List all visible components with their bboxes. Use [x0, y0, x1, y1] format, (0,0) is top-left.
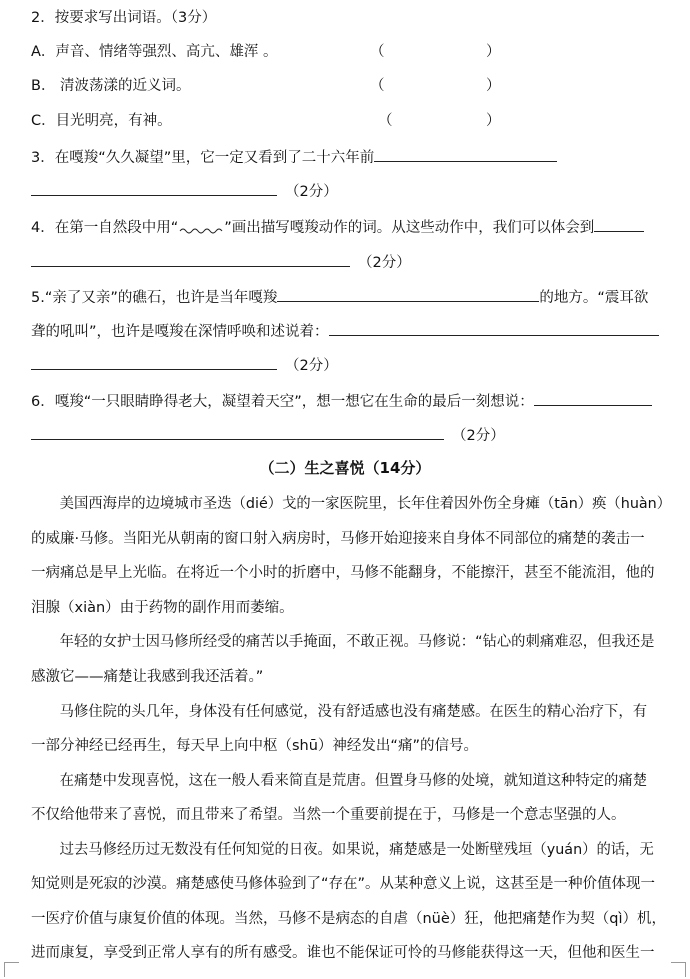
- q5-text-2: 的地方。“震耳欲: [539, 290, 649, 306]
- q2-option-b: B． 清波荡漾的近义词。: [31, 78, 191, 94]
- passage-line: 在痛楚中发现喜悦，这在一般人看来简直是荒唐。但置身马修的处境，就知道这种特定的痛楚: [59, 773, 648, 789]
- q2-b-paren-open: （: [370, 78, 385, 94]
- passage-line: 一部分神经已经再生，每天早上向中枢（shū）神经发出“痛”的信号。: [31, 738, 478, 754]
- wavy-underline-icon: [178, 222, 224, 234]
- page-corner-mark-left: [4, 962, 19, 977]
- q6-answer-blank-2[interactable]: [31, 424, 444, 440]
- q3-answer-blank-1[interactable]: [374, 146, 557, 162]
- q3-score: （2分）: [285, 184, 338, 200]
- q5-answer-blank-2[interactable]: [329, 320, 659, 336]
- q6-line-2: [31, 424, 505, 446]
- q5-text-1: 5.“亲了又亲”的礁石，也许是当年嘎羧: [31, 290, 278, 306]
- q5-score: （2分）: [285, 358, 338, 374]
- q6-score: （2分）: [452, 428, 505, 444]
- passage-line: 感激它——痛楚让我感到我还活着。”: [31, 669, 264, 685]
- passage-title: （二）生之喜悦（14分）: [259, 459, 431, 477]
- q4-answer-blank-2[interactable]: [31, 251, 350, 267]
- q4-text-after: ”画出描写嘎羧动作的词。从这些动作中，我们可以体会到: [224, 220, 595, 236]
- q6-text: 6．嘎羧“一只眼睛睁得老大，凝望着天空”，想一想它在生命的最后一刻想说：: [31, 394, 534, 410]
- q3-answer-blank-2[interactable]: [31, 180, 277, 196]
- q2-option-a: A．声音、情绪等强烈、高亢、雄浑 。: [31, 44, 278, 60]
- q2-b-paren-close: ）: [486, 78, 501, 94]
- q3-text: 3．在嘎羧“久久凝望”里，它一定又看到了二十六年前: [31, 150, 375, 166]
- passage-line: 美国西海岸的边境城市圣迭（dié）戈的一家医院里，长年住着因外伤全身瘫（tān）痪（huàn）: [59, 496, 672, 512]
- q5-answer-blank-3[interactable]: [31, 354, 277, 370]
- passage-line: 一医疗价值与康复价值的体现。当然，马修不是病态的自虐（nüè）狂，他把痛楚作为契（qì）机，: [31, 911, 667, 927]
- q4-score: （2分）: [358, 255, 411, 271]
- passage-line: 的威廉·马修。当阳光从朝南的窗口射入病房时，马修开始迎接来自身体不同部位的痛楚的袭击一: [31, 531, 645, 547]
- passage-line: 马修住院的头几年，身体没有任何感觉，没有舒适感也没有痛楚感。在医生的精心治疗下，有: [59, 704, 648, 720]
- passage-line: 不仅给他带来了喜悦，而且带来了希望。当然一个重要前提在于，马修是一个意志坚强的人。: [31, 807, 626, 823]
- passage-line: 泪腺（xiàn）由于药物的副作用而萎缩。: [31, 600, 294, 616]
- q3-line-2: [31, 180, 338, 202]
- q4-line-2: [31, 251, 411, 273]
- q3-line: [31, 146, 557, 168]
- q5-line-1: [31, 286, 648, 308]
- q2-c-paren-open: （: [378, 113, 393, 129]
- q2-c-paren-close: ）: [486, 113, 501, 129]
- q6-answer-blank-1[interactable]: [534, 390, 652, 406]
- page-corner-mark-right: [671, 962, 686, 977]
- q5-answer-blank-1[interactable]: [277, 286, 539, 302]
- passage-line: 知觉则是死寂的沙漠。痛楚感使马修体验到了“存在”。从某种意义上说，这甚至是一种价值体现一: [31, 876, 656, 892]
- q4-text-before: 4．在第一自然段中用“: [31, 220, 179, 236]
- q2-stem: 2．按要求写出词语。（3分）: [31, 10, 217, 26]
- q2-option-c: C．目光明亮，有神。: [31, 113, 172, 129]
- q5-line-2: [31, 320, 659, 342]
- q2-a-paren-open: （: [370, 44, 385, 60]
- q4-line: [31, 216, 644, 238]
- passage-line: 过去马修经历过无数没有任何知觉的日夜。如果说，痛楚感是一处断壁残垣（yuán）的话，无: [59, 842, 654, 858]
- q4-answer-blank-1[interactable]: [594, 216, 644, 232]
- q5-text-3: 聋的吼叫”，也许是嘎羧在深情呼唤和述说着：: [31, 324, 329, 340]
- passage-line: 进而康复，享受到正常人享有的所有感受。谁也不能保证可怜的马修能获得这一天，但他和医生一: [31, 945, 655, 961]
- q6-line-1: [31, 390, 652, 412]
- q5-line-3: [31, 354, 338, 376]
- q2-a-paren-close: ）: [486, 44, 501, 60]
- passage-line: 年轻的女护士因马修所经受的痛苦以手掩面，不敢正视。马修说：“钻心的刺痛难忍，但我还是: [59, 634, 655, 650]
- passage-line: 一病痛总是早上光临。在将近一个小时的折磨中，马修不能翻身，不能擦汗，甚至不能流泪，他的: [31, 565, 655, 581]
